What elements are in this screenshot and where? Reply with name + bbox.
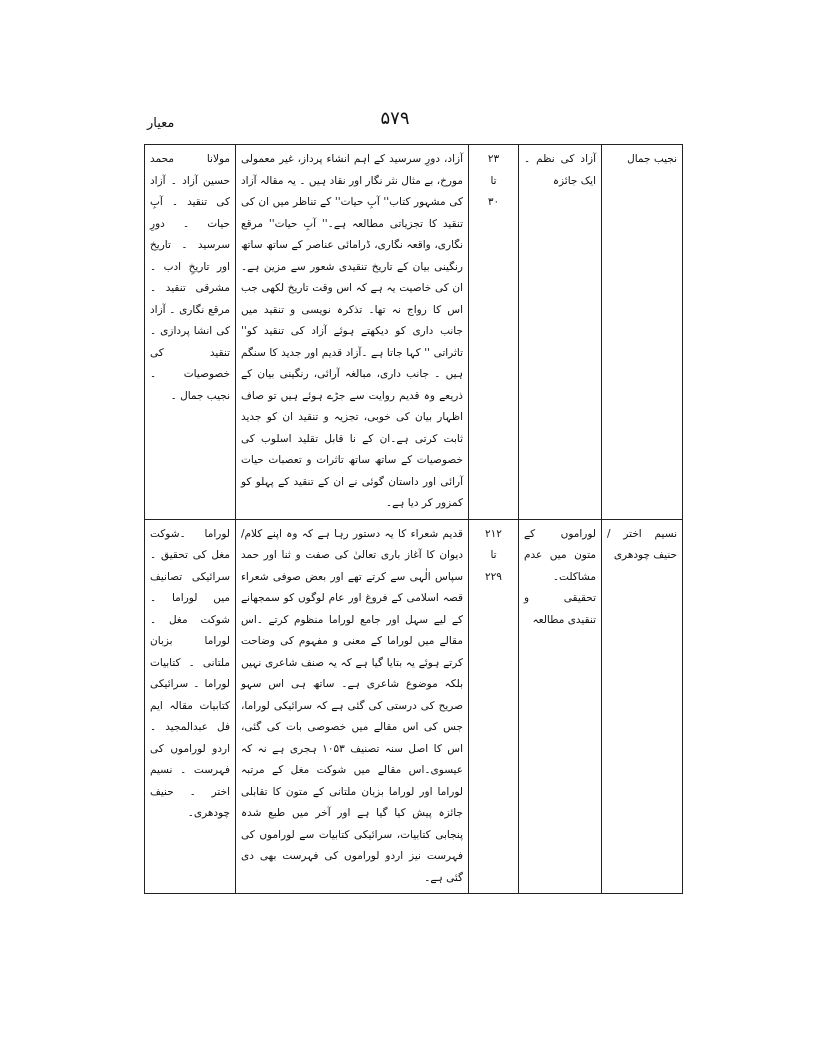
author-cell: نسیم اختر / حنیف چودھری <box>602 519 683 894</box>
summary-cell: قدیم شعراء کا یہ دستور رہا ہے کہ وہ اپنے کلام/دیوان کا آغاز باری تعالیٰ کی صفت و ثنا اور حمد سپاس الٰہی سے کرتے تھے اور بعض صوفی شعراء قصہ اسلامی کے فروغ اور عام لوگوں کو سمجھانے کے لیے سہل اور جامع لوراما منظوم کرتے ۔اس مقالے میں لوراما کے معنی و مفہوم کی وضاحت کرتے ہوئے یہ بتایا گیا ہے کہ یہ صنف شاعری نہیں بلکہ موضوع شاعری ہے۔ ساتھ ہی اس سہو صریح کی درستی کی گئی ہے کہ سرائیکی لوراما، جس کی اس مقالے میں خصوصی بات کی گئی، اس کا اصل سنہ تصنیف ۱۰۵۳ ہجری ہے نہ کہ عیسوی۔اس مقالے میں شوکت مغل کے مرتبہ لوراما اور لوراما بزبان ملتانی کے متون کا تقابلی جائزہ پیش کیا گیا ہے اور آخر میں طبع شدہ پنجابی کتابیات، سرائیکی کتابیات سے لوراموں کی فہرست نیز اردو لوراموں کی فہرست بھی دی گئی ہے۔ <box>236 519 469 894</box>
page-start: ۲۱۲ <box>485 527 502 540</box>
author-cell: نجیب جمال <box>602 145 683 520</box>
table-row <box>145 145 683 520</box>
title-cell: آزاد کی نظم ۔ایک جائزہ <box>519 145 602 520</box>
page-to: تا <box>490 549 497 561</box>
page-end: ۳۰ <box>487 196 500 208</box>
pages-cell <box>469 519 519 894</box>
page-number: ۵۷۹ <box>380 108 410 129</box>
article-index-table <box>144 144 683 894</box>
summary-cell: آزاد، دورِ سرسید کے اہم انشاء پرداز، غیر معمولی مورخ، بے مثال نثر نگار اور نقاد ہیں ۔ یہ مقالہ آزاد کی مشہور کتاب'' آبِ حیات'' کے تناظر میں ان کی تنقید کا تجزیاتی مطالعہ ہے۔'' آبِ حیات'' مرقع نگاری، واقعہ نگاری، ڈرامائی عناصر کے ساتھ ساتھ رنگینی بیان کے تاریخ تنقیدی شعور سے مزین ہے۔ان کی خاصیت یہ ہے کہ اس وقت تاریخ لکھی جب اس کا رواج نہ تھا۔ تذکرہ نویسی و تنقید میں جانب داری کو دیکھتے ہوئے آزاد کی تنقید کو'' تاثراتی '' کہا جاتا ہے ۔آزاد قدیم اور جدید کا سنگم ہیں ۔ جانب داری، مبالغہ آرائی، رنگینی بیان کے ذریعے وہ قدیم روایت سے جڑے ہوئے ہیں تو صاف اظہار بیان کی خوبی، تجزیہ و تنقید ان کو جدید ثابت کرتی ہے۔ان کے نا قابل تقلید اسلوب کی خصوصیات کے ساتھ ساتھ تاثرات و تعصبات حیات آرائی اور داستان گوئی نے ان کے تنقید کے پہلو کو کمزور کر دیا ہے۔ <box>236 145 469 520</box>
page-to: تا <box>490 174 497 187</box>
page-end: ۲۲۹ <box>485 570 502 583</box>
title-cell: لوراموں کے متون میں عدم مشاکلت۔تحقیقی و تنقیدی مطالعہ <box>519 519 602 894</box>
pages-cell <box>469 145 519 520</box>
journal-name: معیار <box>147 116 175 131</box>
keywords-cell: لوراما ۔شوکت مغل کی تحقیق ۔ سرائیکی تصانیف میں لوراما ۔ شوکت مغل ۔ لوراما بزبان ملتانی ۔ کتابیات لوراما ۔ سرائیکی کتابیات مقالہ ایم فل عبدالمجید ۔ اردو لوراموں کی فہرست ۔ نسیم اختر ۔ حنیف چودھری۔ <box>145 519 236 894</box>
page-start: ۲۳ <box>487 153 500 165</box>
keywords-cell: مولانا محمد حسین آزاد ۔ آزاد کی تنقید ۔ آبِ حیات ۔ دورِ سرسید ۔ تاریخ اور تاریخِ ادب ۔ مشرقی تنقید ۔ مرقع نگاری ۔ آزاد کی انشا پردازی ۔ تنقید کی خصوصیات ۔ نجیب جمال ۔ <box>145 145 236 520</box>
table-row <box>145 519 683 894</box>
